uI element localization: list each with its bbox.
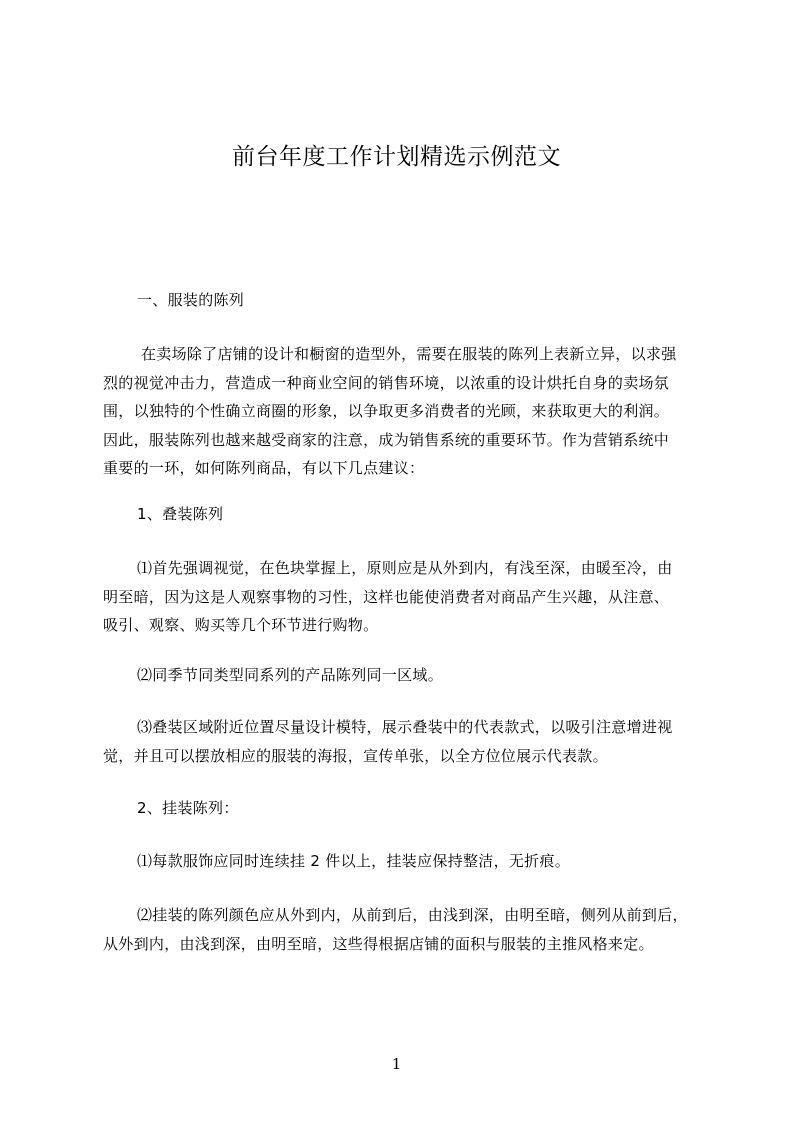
intro-line: 因此，服装陈列也越来越受商家的注意，成为销售系统的重要环节。作为营销系统中 — [103, 430, 670, 449]
intro-line: 重要的一环，如何陈列商品，有以下几点建议： — [103, 459, 425, 477]
page-number: 1 — [391, 1055, 402, 1073]
item-line: 明至暗，因为这是人观察事物的习性，这样也能使消费者对商品产生兴趣，从注意、 — [103, 587, 670, 606]
document-title: 前台年度工作计划精选示例范文 — [232, 144, 561, 170]
item-line: ⑵挂装的陈列颜色应从外到内，从前到后，由浅到深，由明至暗，侧列从前到后， — [137, 906, 688, 924]
section-heading-display-of-clothing: 一、服装的陈列 — [137, 291, 245, 309]
folded-display-item-1 — [103, 554, 723, 640]
item-line: 从外到内，由浅到深，由明至暗，这些得根据店铺的面积与服装的主推风格来定。 — [103, 934, 654, 953]
sub-heading-folded-display: 1、叠装陈列 — [137, 505, 224, 523]
item-line: ⑴首先强调视觉，在色块掌握上，原则应是从外到内，有浅至深，由暖至冷，由 — [137, 559, 673, 577]
intro-paragraph — [103, 340, 723, 483]
intro-line: 围，以独特的个性确立商圈的形象，以争取更多消费者的光顾，来获取更大的利润。 — [103, 402, 670, 420]
folded-display-item-2: ⑵同季节同类型同系列的产品陈列同一区域。 — [137, 666, 444, 684]
item-line: 觉，并且可以摆放相应的服装的海报，宣传单张，以全方位位展示代表款。 — [103, 746, 608, 765]
hanging-display-item-2 — [103, 901, 723, 958]
item-line: 吸引、观察、购买等几个环节进行购物。 — [103, 616, 379, 634]
item-line: ⑶叠装区域附近位置尽量设计模特，展示叠装中的代表款式，以吸引注意增进视 — [137, 718, 673, 736]
hanging-display-item-1: ⑴每款服饰应同时连续挂 2 件以上，挂装应保持整洁，无折痕。 — [137, 852, 571, 870]
sub-heading-hanging-display: 2、挂装陈列： — [137, 799, 239, 817]
intro-line: 在卖场除了店铺的设计和橱窗的造型外，需要在服装的陈列上表新立异，以求强 — [141, 345, 677, 363]
intro-line: 烈的视觉冲击力，营造成一种商业空间的销售环境，以浓重的设计烘托自身的卖场氛 — [103, 373, 670, 392]
folded-display-item-3 — [103, 713, 723, 770]
